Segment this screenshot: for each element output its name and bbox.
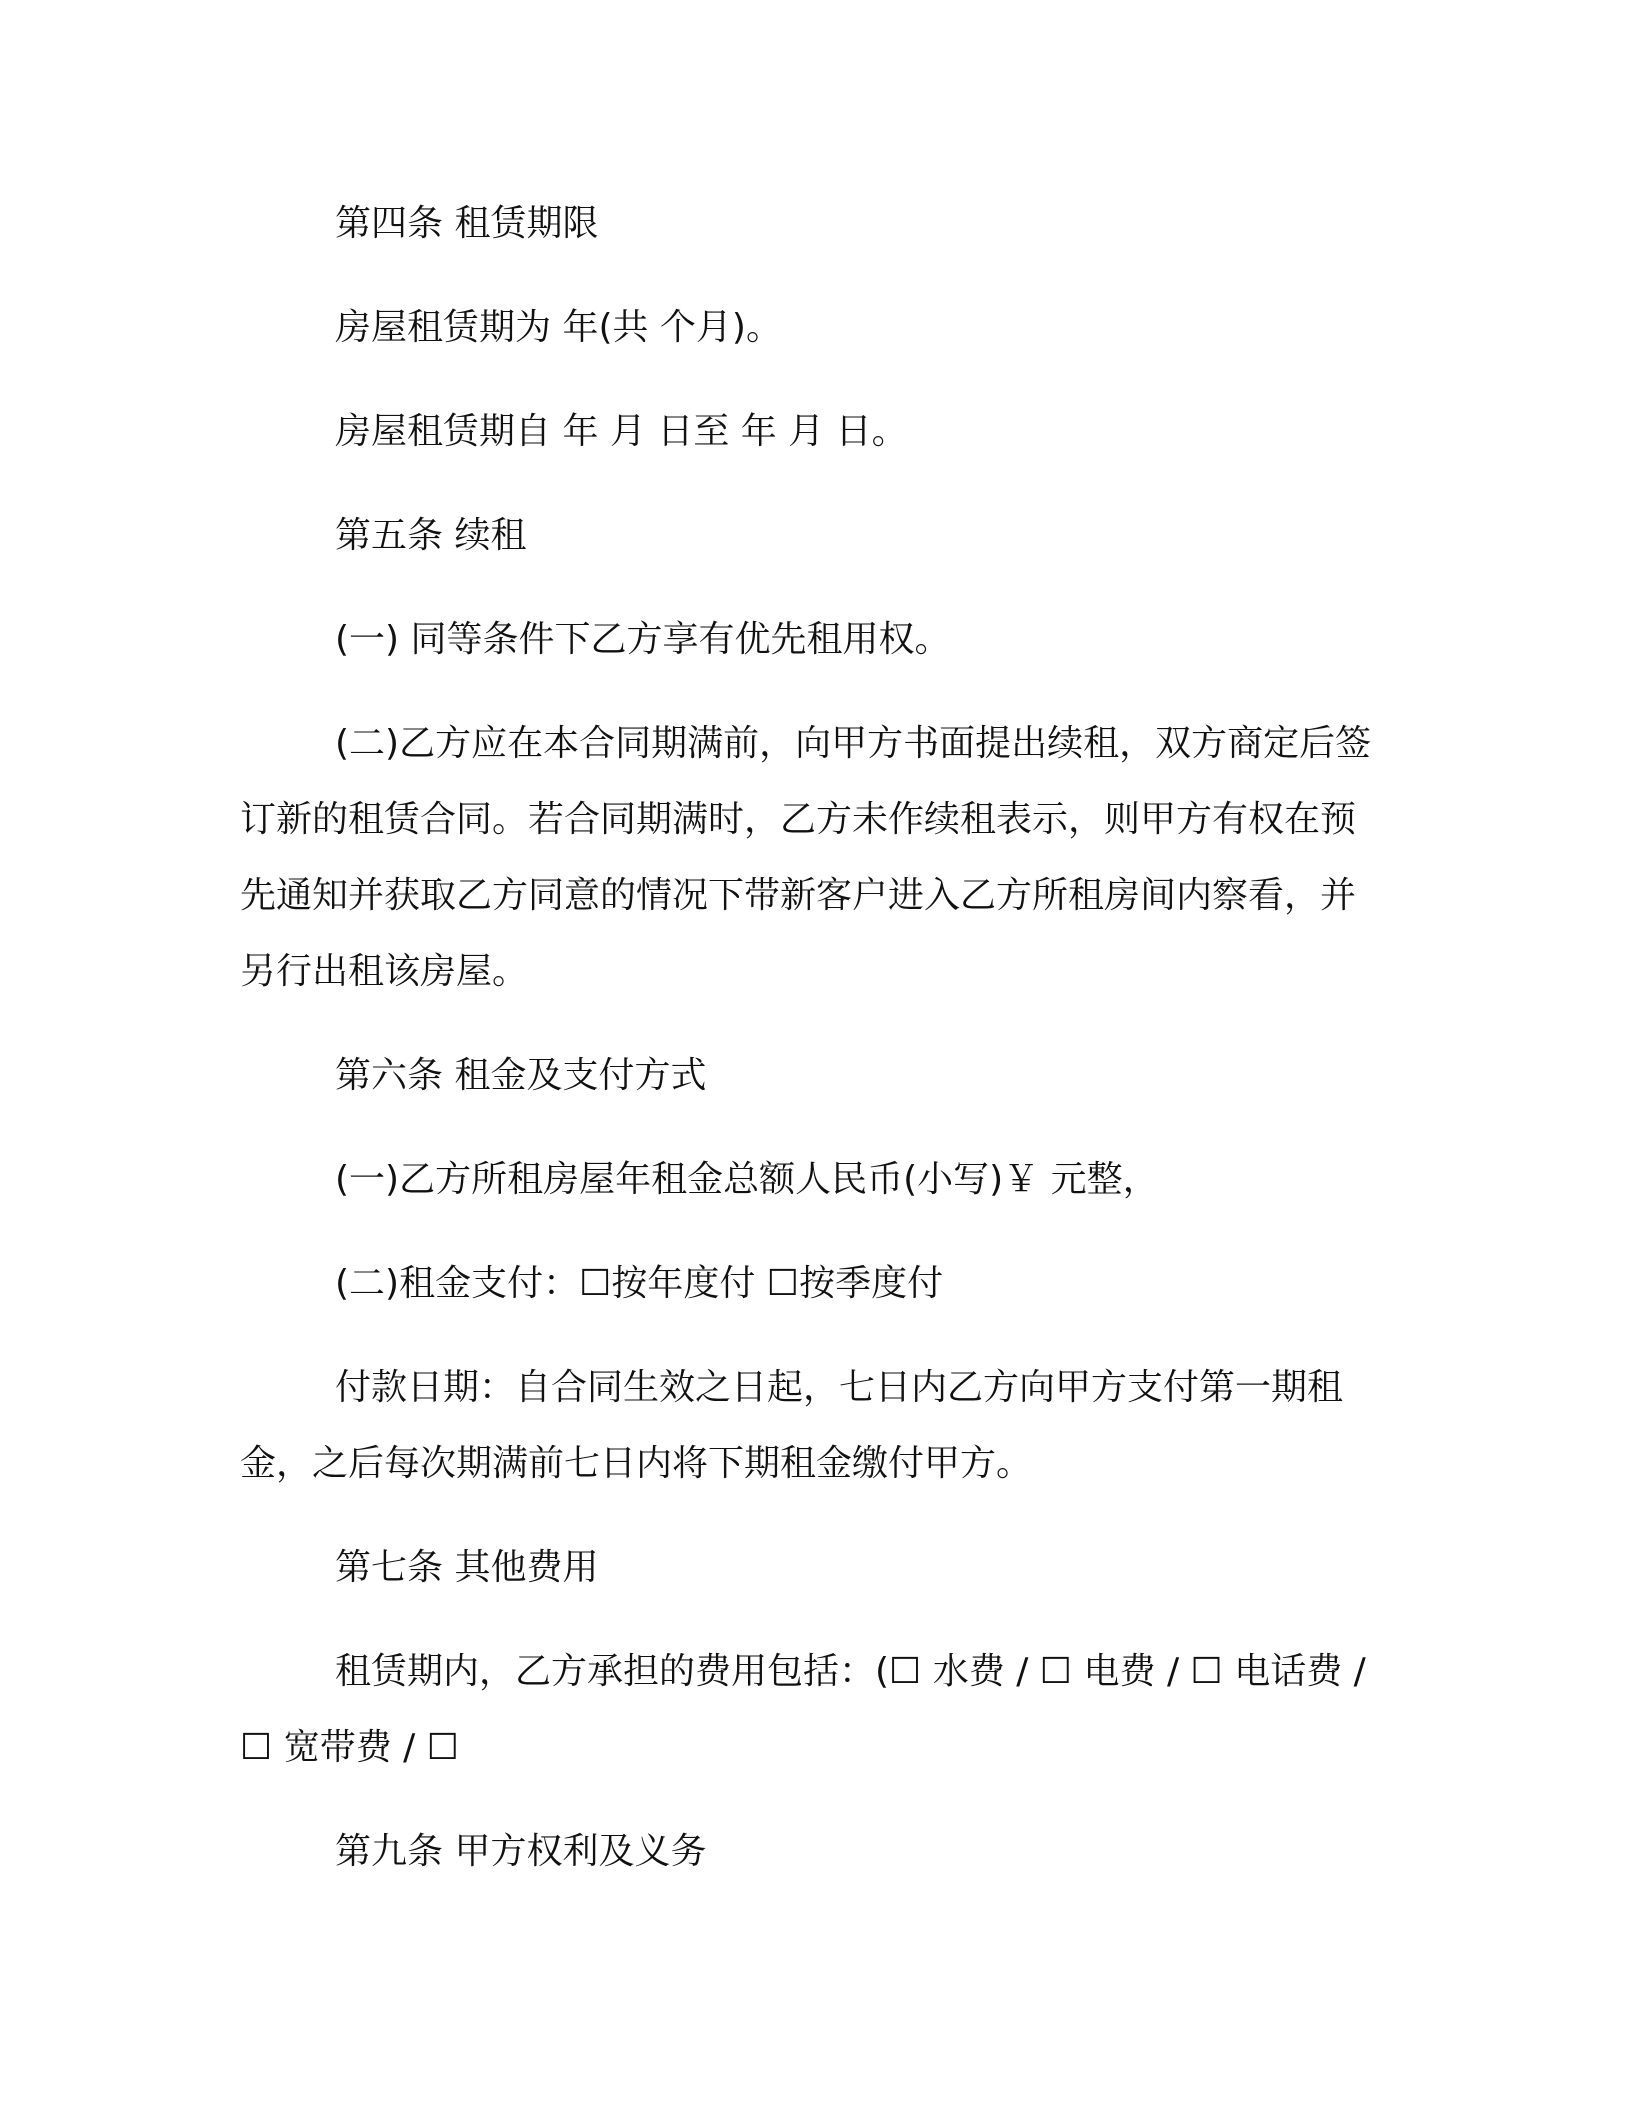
payment-date-clause: 付款日期：自合同生效之日起，七日内乙方向甲方支付第一期租金，之后每次期满前七日内将下期租金缴付甲方。 xyxy=(240,1367,1344,1484)
article-6-heading: 第六条 租金及支付方式 xyxy=(335,1055,707,1096)
article-9-heading: 第九条 甲方权利及义务 xyxy=(335,1831,707,1872)
lease-term-duration: 房屋租赁期为 年(共 个月)。 xyxy=(335,307,782,348)
lease-term-dates: 房屋租赁期自 年 月 日至 年 月 日。 xyxy=(335,411,908,452)
rent-payment-options: (二)租金支付：☐按年度付 ☐按季度付 xyxy=(335,1263,944,1304)
article-5-heading: 第五条 续租 xyxy=(335,515,527,556)
article-7-heading: 第七条 其他费用 xyxy=(335,1547,599,1588)
other-fees-clause: 租赁期内，乙方承担的费用包括：(☐ 水费 / ☐ 电费 / ☐ 电话费 /☐ 宽带费 / ☐ xyxy=(240,1651,1366,1768)
rent-amount-clause: (一)乙方所租房屋年租金总额人民币(小写)￥ 元整， xyxy=(335,1159,1159,1200)
document-body xyxy=(240,186,1380,1918)
article-4-heading: 第四条 租赁期限 xyxy=(335,203,599,244)
renewal-clause-1: (一) 同等条件下乙方享有优先租用权。 xyxy=(335,619,951,660)
renewal-clause-2: (二)乙方应在本合同期满前，向甲方书面提出续租，双方商定后签订新的租赁合同。若合同期满时，乙方未作续租表示，则甲方有权在预先通知并获取乙方同意的情况下带新客户进入乙方所租房间内察看，并另行出租该房屋。 xyxy=(240,723,1372,992)
